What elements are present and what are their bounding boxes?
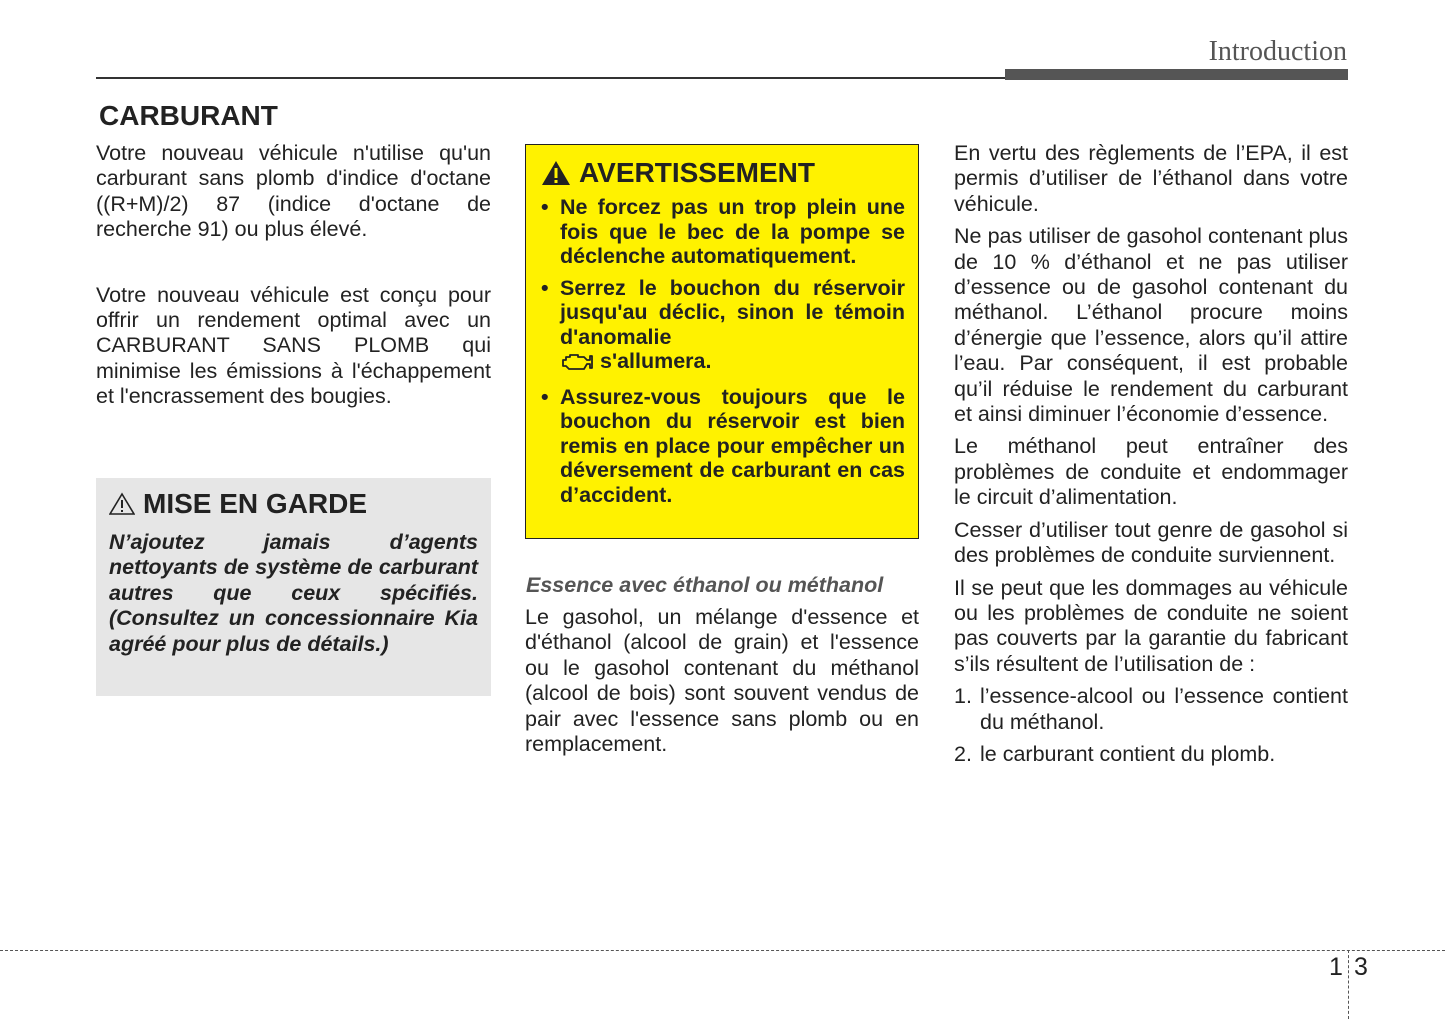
warning-item xyxy=(541,276,905,378)
caution-triangle-icon xyxy=(109,492,135,516)
caution-heading xyxy=(109,488,478,520)
header-rule xyxy=(96,77,1006,79)
section-title: CARBURANT xyxy=(99,100,278,131)
column-right xyxy=(954,141,1348,774)
list-number: 2. xyxy=(954,741,972,766)
list-number: 1. xyxy=(954,684,972,709)
subsection-title: Essence avec éthanol ou méthanol xyxy=(526,573,884,597)
paragraph: Cesser d’utiliser tout genre de gasohol si des problèmes de conduite surviennent. xyxy=(954,517,1348,568)
paragraph: Il se peut que les dommages au véhicule ou les problèmes de conduite ne soient pas couverts par la garantie du fabricant s’ils résultent de l’utilisation de : xyxy=(954,575,1348,676)
warning-box xyxy=(525,144,919,539)
warning-title: AVERTISSEMENT xyxy=(579,157,815,188)
warning-item-text: s'allumera. xyxy=(600,349,712,373)
caution-title: MISE EN GARDE xyxy=(143,488,368,519)
warning-heading xyxy=(541,157,905,189)
list-text: le carburant contient du plomb. xyxy=(980,741,1276,766)
warning-list xyxy=(541,195,905,507)
column-left xyxy=(96,141,491,410)
warning-item: • Ne forcez pas un trop plein une fois que le bec de la pompe se déclenche automatiquement. xyxy=(541,195,905,269)
column-middle xyxy=(525,605,919,757)
paragraph: Votre nouveau véhicule est conçu pour offrir un rendement optimal avec un CARBURANT SANS PLOMB qui minimise les émissions à l'échappement et l'encrassement des bougies. xyxy=(96,282,491,409)
caution-text: N’ajoutez jamais d’agents nettoyants de système de carburant autres que ceux spécifiés. (Consultez un concessionnaire Kia agréé pour plus de détails.) xyxy=(109,530,478,656)
check-engine-icon xyxy=(560,352,594,378)
paragraph: Le gasohol, un mélange d'essence et d'éthanol (alcool de grain) et l'essence ou le gasohol contenant du méthanol (alcool de bois) sont souvent vendus de pair avec l'essence sans plomb ou en remplacement. xyxy=(525,605,919,757)
paragraph: Le méthanol peut entraîner des problèmes de conduite et endommager le circuit d’alimentation. xyxy=(954,434,1348,510)
warning-item-text: Serrez le bouchon du réservoir jusqu'au déclic, sinon le témoin d'anomalie xyxy=(560,275,905,349)
footer-dashed-rule xyxy=(0,950,1445,951)
header-accent-bar xyxy=(1005,69,1348,80)
list-item xyxy=(954,742,1348,767)
list-text: l’essence-alcool ou l’essence contient du méthanol. xyxy=(980,684,1348,734)
paragraph: En vertu des règlements de l’EPA, il est permis d’utiliser de l’éthanol dans votre véhicule. xyxy=(954,141,1348,216)
header-title: Introduction xyxy=(1208,36,1347,67)
paragraph: Votre nouveau véhicule n'utilise qu'un carburant sans plomb d'indice d'octane ((R+M)/2) 87 (indice d'octane de recherche 91) ou plus élevé. xyxy=(96,141,491,242)
list-item xyxy=(954,684,1348,735)
caution-box xyxy=(96,478,491,696)
paragraph: Ne pas utiliser de gasohol contenant plus de 10 % d’éthanol et ne pas utiliser d’essence ou de gasohol contenant du méthanol. L’éthanol procure moins d’énergie que l’essence, alors qu’il attire l’eau. Par conséquent, il est probable qu’il réduise le rendement du carburant et ainsi diminuer l’économie d’essence. xyxy=(954,224,1348,427)
page-number: 3 xyxy=(1354,953,1368,981)
warning-triangle-icon xyxy=(541,160,571,186)
footer-dashed-divider xyxy=(1348,950,1349,1019)
warning-item: • Assurez-vous toujours que le bouchon du réservoir est bien remis en place pour empêcher un déversement de carburant en cas d’accident. xyxy=(541,385,905,508)
page-chapter-number: 1 xyxy=(1329,953,1343,981)
